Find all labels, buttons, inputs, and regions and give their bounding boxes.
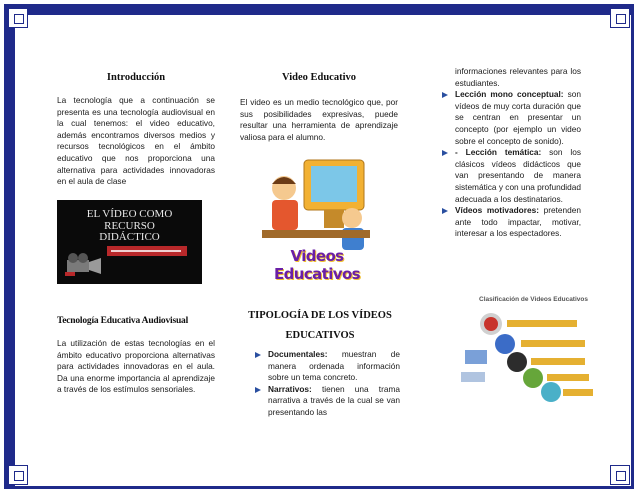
list-item — [268, 349, 400, 384]
tecnologia-text: La utilización de estas tecnologías en el ámbito educativo proporciona alternativas para actividades innovadoras en el aula. Da una enorme importancia al aprendizaje a través de los estímulos sensoriales. — [57, 338, 215, 395]
corner-ornament — [8, 465, 28, 485]
bullet-arrow-icon — [442, 150, 448, 156]
videos-educativos-caption: Videos Educativos — [274, 247, 360, 283]
item-term: Narrativos: — [268, 383, 312, 394]
tipologia-section — [240, 310, 400, 419]
item-text: son los clásicos vídeos didácticos que van presentando de manera sistemática y con una profundidad adecuada a los destinatarios. — [455, 147, 581, 204]
tecnologia-title: Tecnología Educativa Audiovisual — [57, 316, 189, 326]
banner-line3: DIDÁCTICO — [99, 231, 160, 243]
item-text: pretenden ante todo impactar, motivar, interesar a los espectadores. — [455, 205, 581, 239]
banner-strip — [111, 250, 181, 252]
corner-ornament — [8, 8, 28, 28]
bullet-arrow-icon — [442, 92, 448, 98]
list-item — [455, 89, 581, 147]
video-recurso-banner — [57, 200, 202, 284]
bullet-arrow-icon — [442, 208, 448, 214]
banner-line2: RECURSO — [104, 220, 155, 232]
corner-ornament — [610, 8, 630, 28]
tecnologia-section — [57, 316, 215, 396]
item-term: Documentales: — [268, 349, 328, 359]
intro-title: Introducción — [106, 72, 166, 83]
continuation-text: informaciones relevantes para los estudiantes. — [455, 66, 581, 88]
corner-ornament — [610, 465, 630, 485]
video-text: El video es un medio tecnológico que, por sus posibilidades expresivas, puede resultar una herramienta de aprendizaje valiosa para el alumno. — [240, 97, 398, 142]
diagram-title: Clasificación de Videos Educativos — [479, 296, 588, 303]
diagram-graphic — [455, 292, 605, 422]
banner-line1: EL VÍDEO COMO — [86, 208, 173, 220]
item-text: tienen una trama narrativa a través de la cual se van presentando las — [268, 383, 400, 417]
list-item — [455, 147, 581, 205]
bullet-arrow-icon — [255, 387, 261, 393]
tipologia-list-continued — [455, 89, 581, 240]
item-text: muestran de manera ordenada información sobre un tema concreto. — [268, 349, 400, 383]
item-term: Lección mono conceptual: — [455, 89, 564, 100]
item-text: son vídeos de muy corta duración que se centran en presentar un concepto (por ejemplo un video sobre el concepto de sonido). — [455, 89, 581, 146]
tipologia-continued — [455, 66, 581, 240]
list-item — [268, 384, 400, 419]
intro-text: La tecnología que a continuación se presenta es una tecnología audiovisual en la cual tenemos: el video educativo, además encontramos diversos medios y recursos tecnológicos en el ámbito educativo que nos proporciona una alternativa para actividades innovadoras en el aula de clase — [57, 95, 215, 187]
bullet-arrow-icon — [255, 352, 261, 358]
video-section — [240, 72, 398, 143]
item-term: Vídeos motivadores: — [455, 205, 539, 216]
list-item — [455, 205, 581, 240]
intro-section — [57, 72, 215, 188]
film-camera-icon — [63, 250, 105, 280]
tipologia-title-2: EDUCATIVOS — [285, 330, 355, 341]
video-title: Video Educativo — [282, 72, 356, 83]
clasificacion-diagram — [455, 292, 605, 422]
item-term: - Lección temática: — [455, 147, 542, 158]
tipologia-title: TIPOLOGÍA DE LOS VÍDEOS — [248, 310, 392, 321]
tipologia-list — [240, 349, 400, 419]
